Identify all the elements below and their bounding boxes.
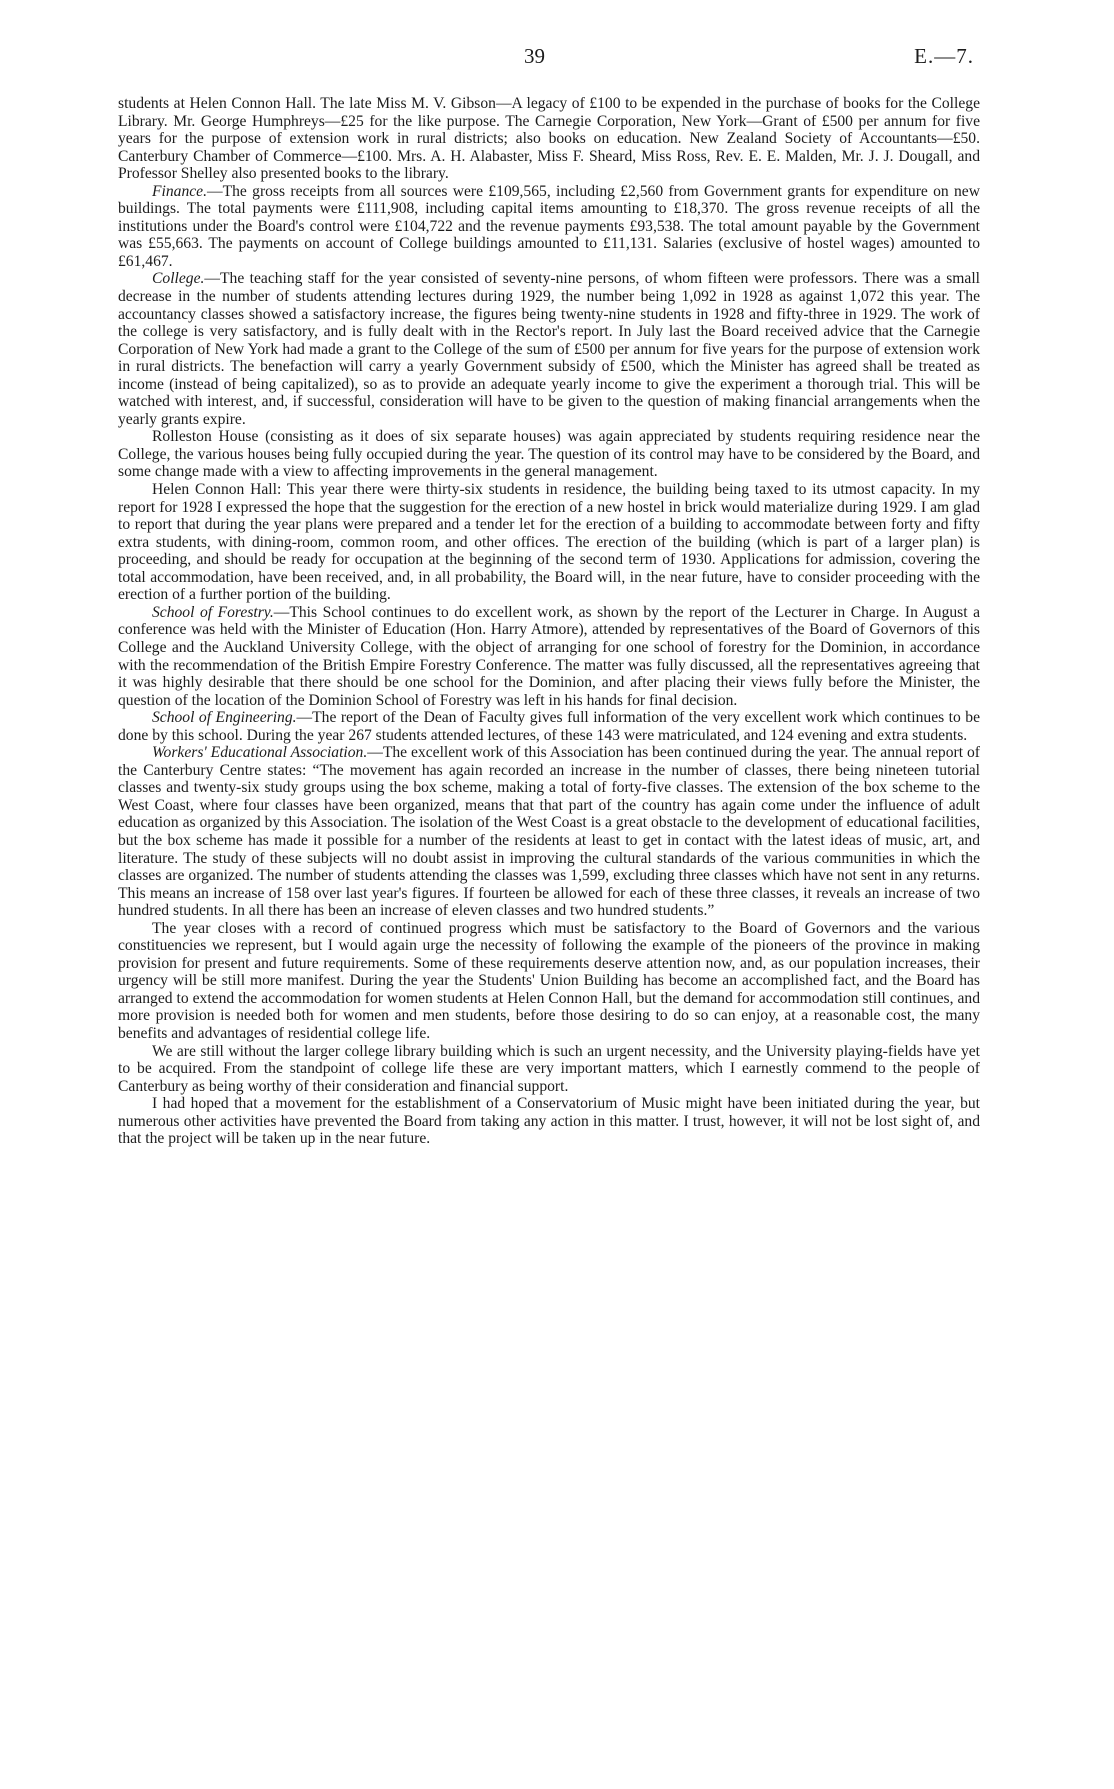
paragraph-workers-educational-association (118, 744, 980, 919)
paragraph-library-building (118, 1043, 980, 1096)
paragraph-text: The year closes with a record of continued progress which must be satisfactory to the Board of Governors and the various constituencies we represent, but I would again urge the necessity of following the example of the pioneers of the province in making provision for present and future requirements. Some of these requirements deserve attention now, and, as our population increases, their urgency will be still more manifest. During the year the Students' Union Building has become an accomplished fact, and the Board has arranged to extend the accommodation for women students at Helen Connon Hall, but the demand for accommodation still continues, and more provision is needed both for women and men students, before those desiring to do so can enjoy, at a reasonable cost, the many benefits and advantages of residential college life. (118, 919, 980, 1042)
section-heading: School of Forestry. (152, 603, 274, 621)
paragraph-text: —This School continues to do excellent work, as shown by the report of the Lecturer in Charge. In August a conference was held with the Minister of Education (Hon. Harry Atmore), attended by representatives of the Board of Governors of this College and the Auckland University College, with the object of arranging for one school of forestry for the Dominion, in accordance with the recommendation of the British Empire Forestry Conference. The matter was fully discussed, all the representatives agreeing that it was highly desirable that there should be one school for the Dominion, and after placing their views fully before the Minister, the question of the location of the Dominion School of Forestry was left in his hands for final decision. (118, 603, 980, 709)
paragraph-helen-connon-hall (118, 481, 980, 604)
page-header (0, 44, 1114, 74)
section-heading: Finance. (152, 182, 207, 200)
paragraph-finance (118, 183, 980, 271)
paragraph-school-of-forestry (118, 604, 980, 709)
section-heading: School of Engineering. (152, 709, 297, 727)
document-body (118, 95, 980, 1148)
paragraph-text: Helen Connon Hall: This year there were thirty-six students in residence, the building being taxed to its utmost capacity. In my report for 1928 I expressed the hope that the suggestion for the erection of a new hostel in brick would materialize during 1929. I am glad to report that during the year plans were prepared and a tender let for the erection of a building to accommodate between forty and fifty extra students, with dining-room, common room, and other offices. The erection of the building (which is part of a larger plan) is proceeding, and should be ready for occupation at the beginning of the second term of 1930. Applications for admission, covering the total accommodation, have been received, and, in all probability, the Board will, in the near future, have to consider proceeding with the erection of a further portion of the building. (118, 481, 980, 604)
paragraph-donations (118, 95, 980, 183)
document-reference: E.—7. (914, 44, 974, 68)
paragraph-college (118, 270, 980, 428)
paragraph-text: —The excellent work of this Association has been continued during the year. The annual report of the Canterbury Centre states: “The movement has again recorded an increase in the number of classes, there being nineteen tutorial classes and twenty-six study groups using the box scheme, making a total of forty-five classes. The extension of the box scheme to the West Coast, where four classes have been organized, means that that part of the country has again come under the influence of adult education as organized by this Association. The isolation of the West Coast is a great obstacle to the development of educational facilities, but the box scheme has made it possible for a number of the residents at least to get in contact with the latest ideas of music, art, and literature. The study of these subjects will no doubt assist in improving the cultural standards of the various communities in which the classes are organized. The number of students attending the classes was 1,599, excluding three classes which have not sent in any returns. This means an increase of 158 over last year's figures. If fourteen be allowed for each of these three classes, it reveals an increase of two hundred students. In all there has been an increase of eleven classes and two hundred students.” (118, 744, 980, 920)
paragraph-rolleston-house (118, 428, 980, 481)
section-heading: Workers' Educational Association. (152, 744, 368, 762)
paragraph-text: We are still without the larger college library building which is such an urgent necessity, and the University playing-fields have yet to be acquired. From the standpoint of college life these are very important matters, which I earnestly commend to the people of Canterbury as being worthy of their consideration and financial support. (118, 1042, 980, 1095)
paragraph-text: students at Helen Connon Hall. The late Miss M. V. Gibson—A legacy of £100 to be expended in the purchase of books for the College Library. Mr. George Humphreys—£25 for the like purpose. The Carnegie Corporation, New York—Grant of £500 per annum for five years for the purpose of extension work in rural districts; also books on education. New Zealand Society of Accountants—£50. Canterbury Chamber of Commerce—£100. Mrs. A. H. Alabaster, Miss F. Sheard, Miss Ross, Rev. E. E. Malden, Mr. J. J. Dougall, and Professor Shelley also presented books to the library. (118, 95, 980, 183)
paragraph-text: Rolleston House (consisting as it does of six separate houses) was again appreciated by students requiring residence near the College, the various houses being fully occupied during the year. The question of its control may have to be considered by the Board, and some change made with a view to affecting improvements in the general management. (118, 428, 980, 481)
paragraph-text: —The gross receipts from all sources were £109,565, including £2,560 from Government grants for expenditure on new buildings. The total payments were £111,908, including capital items amounting to £18,370. The gross revenue receipts of all the institutions under the Board's control were £104,722 and the revenue payments £93,538. The total amount payable by the Government was £55,663. The payments on account of College buildings amounted to £11,131. Salaries (exclusive of hostel wages) amounted to £61,467. (118, 182, 980, 270)
page-number: 39 (524, 44, 545, 68)
paragraph-school-of-engineering (118, 709, 980, 744)
paragraph-text: I had hoped that a movement for the establishment of a Conservatorium of Music might have been initiated during the year, but numerous other activities have prevented the Board from taking any action in this matter. I trust, however, it will not be lost sight of, and that the project will be taken up in the near future. (118, 1095, 980, 1148)
section-heading: College. (152, 270, 205, 288)
paragraph-conservatorium (118, 1095, 980, 1148)
paragraph-text: —The teaching staff for the year consisted of seventy-nine persons, of whom fifteen were professors. There was a small decrease in the number of students attending lectures during 1929, the number being 1,092 in 1928 as against 1,072 this year. The accountancy classes showed a satisfactory increase, the figures being twenty-nine students in 1928 and fifty-three in 1929. The work of the college is very satisfactory, and is fully dealt with in the Rector's report. In July last the Board received advice that the Carnegie Corporation of New York had made a grant to the College of the sum of £500 per annum for five years for the purpose of extension work in rural districts. The benefaction will carry a yearly Government subsidy of £500, which the Minister has agreed shall be treated as income (instead of being capitalized), so as to provide an adequate yearly income to give the experiment a thorough trial. This will be watched with interest, and, if successful, consideration will have to be given to the question of making financial arrangements when the yearly grants expire. (118, 270, 980, 428)
paragraph-text: —The report of the Dean of Faculty gives full information of the very excellent work which continues to be done by this school. During the year 267 students attended lectures, of these 143 were matriculated, and 124 evening and extra students. (118, 709, 980, 744)
paragraph-year-closes (118, 920, 980, 1043)
